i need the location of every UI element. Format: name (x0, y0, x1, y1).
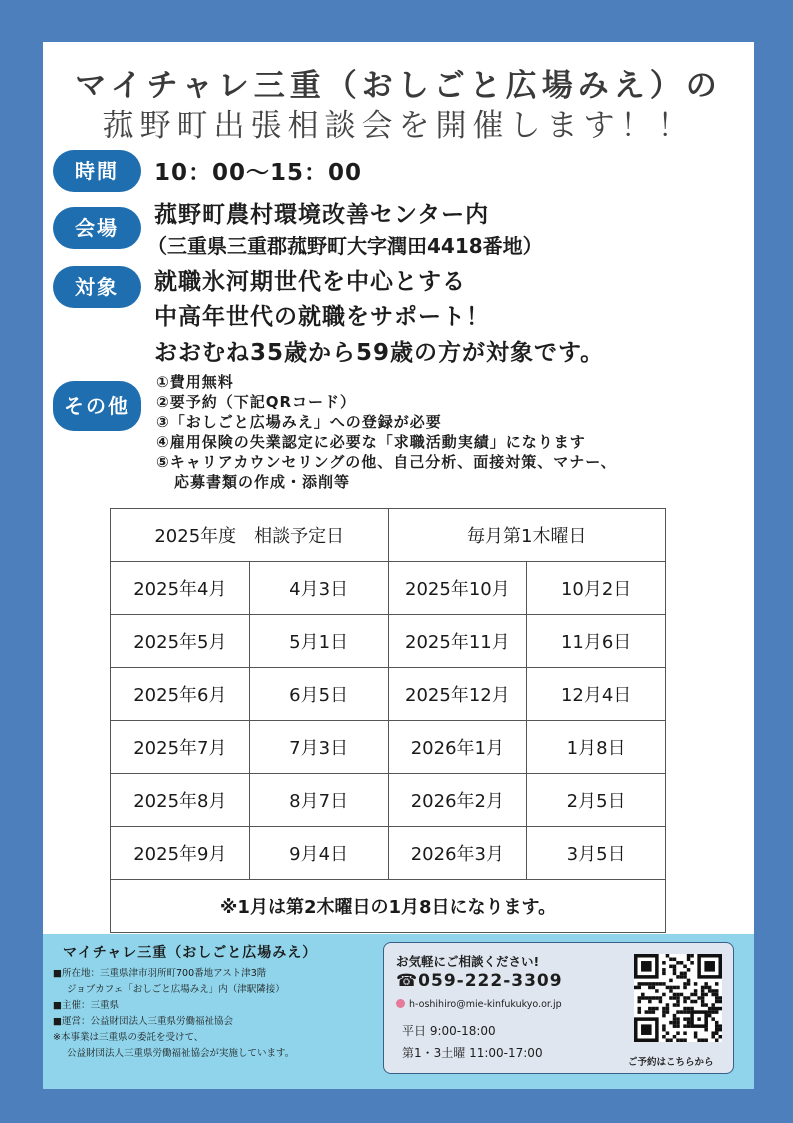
table-cell: 6月5日 (249, 668, 388, 721)
target-line-2: 中高年世代の就職をサポート！ (154, 304, 490, 330)
table-row (111, 774, 666, 827)
table-header-row (111, 509, 666, 562)
table-row (111, 615, 666, 668)
other-item: ⑤キャリアカウンセリングの他、自己分析、面接対策、マナー、 (156, 453, 617, 471)
table-cell: 10月2日 (527, 562, 666, 615)
contact-hours (402, 1020, 543, 1064)
table-cell: 2025年11月 (388, 615, 527, 668)
other-item: ④雇用保険の失業認定に必要な「求職活動実績」になります (156, 433, 586, 451)
table-cell: 2025年12月 (388, 668, 527, 721)
table-cell: 12月4日 (527, 668, 666, 721)
table-cell: 1月8日 (527, 721, 666, 774)
table-cell: 2025年9月 (111, 827, 250, 880)
qr-caption: ご予約はこちらから (628, 1057, 714, 1068)
table-cell: 2025年5月 (111, 615, 250, 668)
table-cell: 2026年2月 (388, 774, 527, 827)
other-list (156, 372, 617, 492)
venue-label-pill: 会場 (53, 207, 141, 249)
footer-line: ジョブカフェ「おしごと広場みえ」内（津駅隣接） (67, 984, 285, 995)
table-cell: 2025年7月 (111, 721, 250, 774)
target-line-1: 就職氷河期世代を中心とする (154, 269, 466, 295)
table-cell: 4月3日 (249, 562, 388, 615)
other-item: ②要予約（下記QRコード） (156, 393, 357, 411)
target-label-pill: 対象 (53, 266, 141, 308)
schedule-header-left: 2025年度 相談予定日 (111, 509, 389, 562)
qr-code-icon (634, 954, 722, 1042)
table-cell: 2026年3月 (388, 827, 527, 880)
contact-phone[interactable]: ☎059-222-3309 (396, 971, 563, 991)
table-row (111, 668, 666, 721)
table-cell: 3月5日 (527, 827, 666, 880)
schedule-note: ※1月は第2木曜日の1月8日になります。 (111, 880, 666, 933)
table-cell: 8月7日 (249, 774, 388, 827)
contact-email-row[interactable] (396, 999, 562, 1010)
hours-saturday: 第1・3土曜 11:00-17:00 (402, 1046, 543, 1060)
other-item: ①費用無料 (156, 373, 234, 391)
table-row (111, 827, 666, 880)
table-cell: 7月3日 (249, 721, 388, 774)
footer-line: ■所在地：三重県津市羽所町700番地アスト津3階 (53, 968, 267, 979)
contact-box (383, 942, 734, 1074)
mail-icon (396, 999, 405, 1008)
footer-line: ■主催：三重県 (53, 1000, 119, 1011)
other-label-pill: その他 (53, 381, 141, 431)
venue-name: 菰野町農村環境改善センター内 (154, 202, 490, 228)
table-cell: 2026年1月 (388, 721, 527, 774)
schedule-table (110, 508, 666, 933)
footer-title: マイチャレ三重（おしごと広場みえ） (63, 945, 318, 961)
table-cell: 2025年8月 (111, 774, 250, 827)
title-line-2: 菰野町出張相談会を開催します！！ (102, 108, 695, 144)
table-cell: 2025年10月 (388, 562, 527, 615)
contact-email[interactable]: h-oshihiro@mie-kinfukukyo.or.jp (409, 999, 562, 1010)
footer-line: 公益財団法人三重県労働福祉協会が実施しています。 (67, 1048, 295, 1059)
table-cell: 5月1日 (249, 615, 388, 668)
other-item: 応募書類の作成・添削等 (174, 473, 351, 491)
table-cell: 2025年4月 (111, 562, 250, 615)
hours-weekday: 平日 9:00-18:00 (402, 1024, 496, 1038)
time-label-pill: 時間 (53, 150, 141, 192)
schedule-header-right: 毎月第1木曜日 (388, 509, 666, 562)
table-cell: 2月5日 (527, 774, 666, 827)
table-note-row (111, 880, 666, 933)
flyer-sheet (43, 42, 754, 1089)
table-cell: 11月6日 (527, 615, 666, 668)
table-cell: 2025年6月 (111, 668, 250, 721)
footer-panel (43, 934, 754, 1089)
target-line-3: おおむね35歳から59歳の方が対象です。 (154, 340, 605, 366)
footer-info (53, 966, 294, 1062)
table-row (111, 721, 666, 774)
table-cell: 9月4日 (249, 827, 388, 880)
other-item: ③「おしごと広場みえ」への登録が必要 (156, 413, 442, 431)
venue-address: （三重県三重郡菰野町大字潤田4418番地） (147, 234, 543, 258)
time-value: 10：00〜15：00 (154, 160, 363, 186)
contact-heading: お気軽にご相談ください! (396, 954, 540, 969)
table-row (111, 562, 666, 615)
footer-line: ※本事業は三重県の委託を受けて、 (53, 1032, 204, 1043)
footer-line: ■運営：公益財団法人三重県労働福祉協会 (53, 1016, 233, 1027)
qr-code[interactable] (634, 954, 722, 1042)
title-line-1: マイチャレ三重（おしごと広場みえ）の (75, 68, 722, 104)
